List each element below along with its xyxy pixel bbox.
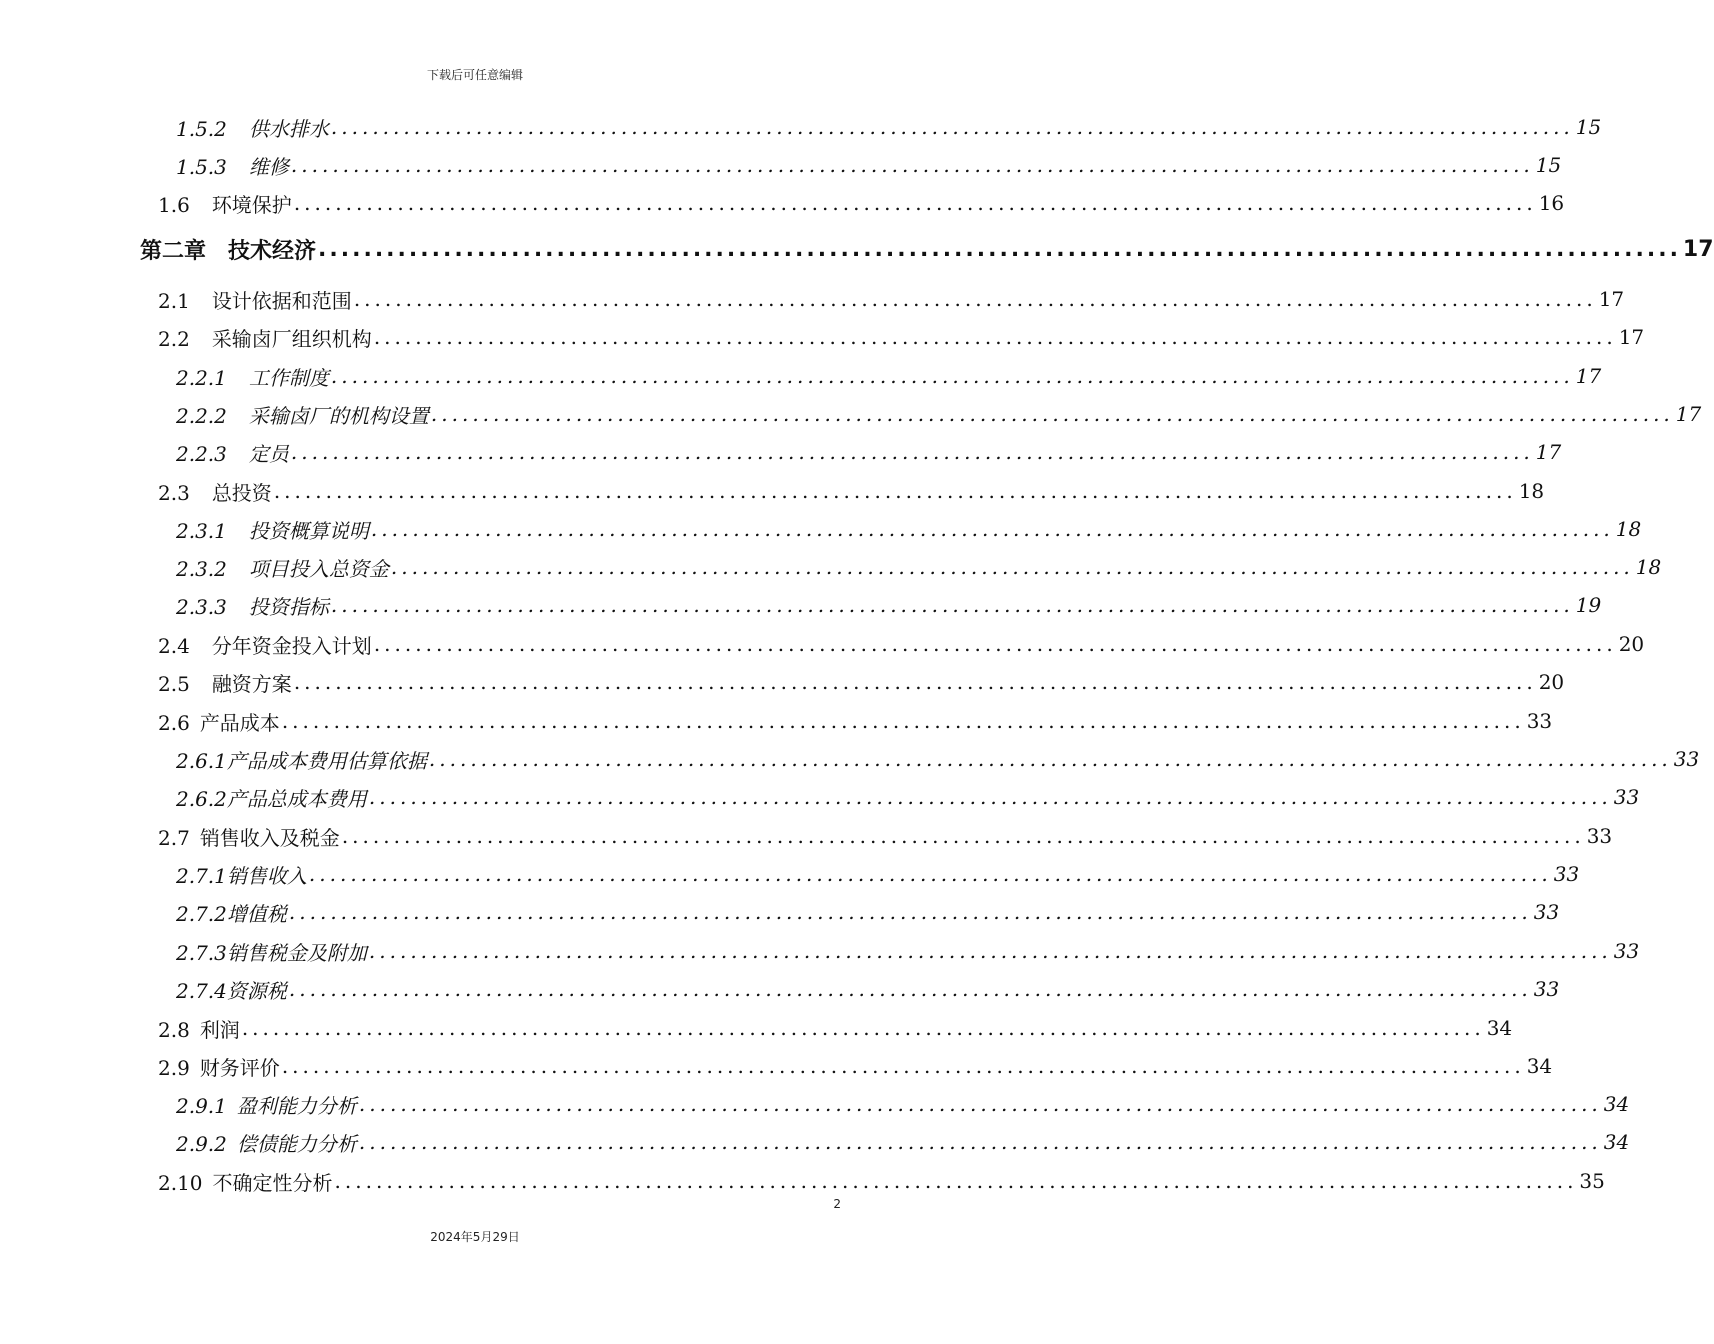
toc-entry[interactable] bbox=[176, 856, 1580, 892]
page-number: 2 bbox=[833, 1197, 841, 1211]
toc-entry-heading bbox=[176, 860, 307, 889]
toc-entry-title: 偿债能力分析 bbox=[236, 1131, 357, 1156]
toc-entry-page: 17 bbox=[1575, 364, 1602, 388]
toc-entry[interactable] bbox=[176, 147, 1562, 183]
toc-entry-title: 总投资 bbox=[211, 480, 272, 505]
toc-entry-leader-dots: ........................................................................................................................ bbox=[281, 709, 1525, 733]
toc-entry-heading bbox=[158, 630, 372, 659]
toc-entry-title: 资源税 bbox=[226, 978, 287, 1003]
toc-entry-number: 2.9 bbox=[158, 1055, 190, 1080]
toc-entry-heading bbox=[176, 975, 287, 1004]
toc-entry-title: 增值税 bbox=[226, 901, 287, 926]
toc-entry-leader-dots: ........................................................................................................................ bbox=[430, 402, 1674, 426]
toc-entry-number: 第二章 bbox=[140, 238, 207, 264]
toc-entry-number: 2.2.1 bbox=[176, 365, 227, 390]
toc-entry-page: 33 bbox=[1586, 824, 1613, 848]
toc-entry-title: 投资概算说明 bbox=[248, 518, 369, 543]
toc-entry-number: 2.2 bbox=[158, 326, 190, 351]
toc-entry-title: 融资方案 bbox=[211, 671, 292, 696]
toc-entry-leader-dots: ........................................................................................................................ bbox=[293, 191, 1537, 215]
toc-entry-leader-dots: ........................................................................................................................ bbox=[368, 939, 1612, 963]
toc-entry-number: 2.3.3 bbox=[176, 594, 227, 619]
toc-entry-title: 产品成本费用估算依据 bbox=[226, 748, 427, 773]
toc-entry-page: 20 bbox=[1538, 670, 1565, 694]
toc-entry-page: 33 bbox=[1553, 862, 1580, 886]
toc-entry-heading bbox=[158, 822, 340, 851]
toc-entry-heading bbox=[158, 707, 280, 736]
toc-entry-heading bbox=[158, 1167, 333, 1196]
toc-entry-page: 18 bbox=[1518, 479, 1545, 503]
toc-entry-number: 2.7 bbox=[158, 825, 190, 850]
toc-entry-number: 2.1 bbox=[158, 288, 190, 313]
toc-entry-title: 工作制度 bbox=[248, 365, 329, 390]
toc-entry-page: 17 bbox=[1675, 402, 1702, 426]
toc-entry-number: 2.8 bbox=[158, 1017, 190, 1042]
toc-entry-title: 投资指标 bbox=[248, 594, 329, 619]
toc-entry-title: 不确定性分析 bbox=[212, 1170, 333, 1195]
toc-entry-number: 2.3.1 bbox=[176, 518, 227, 543]
toc-entry[interactable] bbox=[176, 549, 1662, 585]
toc-entry-page: 19 bbox=[1575, 593, 1602, 617]
toc-entry-page: 34 bbox=[1603, 1092, 1630, 1116]
toc-entry[interactable] bbox=[176, 741, 1700, 777]
toc-entry[interactable] bbox=[176, 587, 1602, 623]
toc-entry-heading bbox=[176, 745, 427, 774]
toc-entry[interactable] bbox=[176, 109, 1602, 145]
toc-entry-number: 2.7.3 bbox=[176, 940, 227, 965]
toc-entry[interactable] bbox=[176, 434, 1562, 470]
toc-entry-heading bbox=[158, 1052, 280, 1081]
toc-entry-heading bbox=[176, 113, 329, 142]
toc-entry-leader-dots: ........................................................................................................................ bbox=[370, 517, 1614, 541]
toc-entry-page: 35 bbox=[1579, 1169, 1605, 1193]
toc-entry-title: 销售税金及附加 bbox=[226, 940, 367, 965]
toc-entry[interactable] bbox=[158, 664, 1565, 700]
toc-entry-heading bbox=[176, 937, 367, 966]
toc-entry-page: 15 bbox=[1575, 115, 1602, 139]
toc-entry-number: 2.6 bbox=[158, 710, 190, 735]
toc-entry-number: 2.6.2 bbox=[176, 786, 227, 811]
toc-entry-heading bbox=[176, 1090, 357, 1119]
toc-entry[interactable] bbox=[158, 1163, 1605, 1199]
toc-entry-heading bbox=[140, 234, 316, 265]
toc-entry-leader-dots: ........................................................................................................................ bbox=[288, 900, 1532, 924]
toc-entry-page: 17 bbox=[1535, 440, 1562, 464]
toc-entry-leader-dots: ........................................................................................................................ bbox=[281, 1054, 1525, 1078]
toc-entry-title: 定员 bbox=[248, 441, 289, 466]
toc-entry-leader-dots: ........................................................................................................................ bbox=[373, 632, 1617, 656]
toc-entry[interactable] bbox=[176, 779, 1640, 815]
toc-entry-leader-dots: ........................................................................................................................ bbox=[358, 1130, 1602, 1154]
toc-entry-leader-dots: ........................................................................................................................ bbox=[341, 824, 1585, 848]
toc-entry-leader-dots: ........................................................................................................................ bbox=[368, 785, 1612, 809]
toc-entry-number: 2.2.2 bbox=[176, 403, 227, 428]
toc-entry-leader-dots: ........................................................................................................................ bbox=[241, 1016, 1485, 1040]
toc-entry-title: 产品总成本费用 bbox=[226, 786, 367, 811]
toc-entry-page: 33 bbox=[1533, 977, 1560, 1001]
toc-entry-number: 2.7.2 bbox=[176, 901, 227, 926]
toc-entry[interactable] bbox=[176, 894, 1560, 930]
toc-entry-leader-dots: ........................................................................................................................ bbox=[330, 364, 1574, 388]
toc-entry[interactable] bbox=[176, 358, 1602, 394]
toc-entry-title: 产品成本 bbox=[199, 710, 280, 735]
toc-entry-number: 2.9.1 bbox=[176, 1093, 227, 1118]
page-footer-date: 2024年5月29日 bbox=[430, 1230, 520, 1244]
toc-entry[interactable] bbox=[158, 818, 1613, 854]
toc-entry-heading bbox=[158, 189, 292, 218]
toc-entry[interactable] bbox=[140, 231, 1714, 267]
toc-entry-heading bbox=[176, 151, 289, 180]
toc-entry-heading bbox=[158, 1014, 240, 1043]
toc-entry-page: 20 bbox=[1618, 632, 1645, 656]
toc-entry-leader-dots: ........................................................................................................................ bbox=[293, 670, 1537, 694]
toc-entry[interactable] bbox=[158, 319, 1645, 355]
toc-entry-title: 设计依据和范围 bbox=[211, 288, 352, 313]
toc-entry-page: 17 bbox=[1682, 236, 1714, 262]
toc-entry[interactable] bbox=[158, 185, 1565, 221]
toc-entry-number: 1.5.3 bbox=[176, 154, 227, 179]
toc-entry-title: 财务评价 bbox=[199, 1055, 280, 1080]
toc-entry-heading bbox=[158, 477, 272, 506]
toc-entry-heading bbox=[158, 668, 292, 697]
toc-entry-title: 销售收入及税金 bbox=[199, 825, 340, 850]
toc-entry[interactable] bbox=[158, 1048, 1553, 1084]
toc-entry-page: 33 bbox=[1613, 785, 1640, 809]
toc-entry-title: 采输卤厂组织机构 bbox=[211, 326, 372, 351]
toc-entry-title: 维修 bbox=[248, 154, 289, 179]
toc-entry-heading bbox=[176, 1128, 357, 1157]
toc-entry-number: 2.9.2 bbox=[176, 1131, 227, 1156]
toc-entry-title: 项目投入总资金 bbox=[248, 556, 389, 581]
toc-entry[interactable] bbox=[176, 1086, 1630, 1122]
toc-entry-leader-dots: ........................................................................................................................ bbox=[358, 1092, 1602, 1116]
toc-entry-leader-dots: ........................................................................................................................ bbox=[428, 747, 1672, 771]
toc-entry-heading bbox=[176, 898, 287, 927]
toc-entry-leader-dots: ........................................................................................................................ bbox=[334, 1169, 1578, 1193]
toc-entry[interactable] bbox=[176, 511, 1642, 547]
toc-entry-number: 1.5.2 bbox=[176, 116, 227, 141]
toc-entry-title: 分年资金投入计划 bbox=[211, 633, 372, 658]
toc-entry-number: 2.7.4 bbox=[176, 978, 227, 1003]
toc-entry[interactable] bbox=[158, 473, 1545, 509]
toc-entry-heading bbox=[176, 553, 389, 582]
toc-entry-number: 2.3 bbox=[158, 480, 190, 505]
toc-entry-title: 盈利能力分析 bbox=[236, 1093, 357, 1118]
toc-entry[interactable] bbox=[176, 396, 1702, 432]
toc-entry-number: 2.3.2 bbox=[176, 556, 227, 581]
toc-entry-heading bbox=[176, 362, 329, 391]
toc-entry-leader-dots: ........................................................................................................................ bbox=[290, 153, 1534, 177]
toc-entry-leader-dots: ........................................................................................................................ bbox=[330, 593, 1574, 617]
toc-entry-number: 2.4 bbox=[158, 633, 190, 658]
toc-entry-heading bbox=[176, 515, 369, 544]
toc-entry[interactable] bbox=[176, 933, 1640, 969]
toc-entry-leader-dots: ........................................................................................................................ bbox=[330, 115, 1574, 139]
toc-entry-title: 环境保护 bbox=[211, 192, 292, 217]
toc-entry-leader-dots: ........................................................................................................................ bbox=[318, 236, 1681, 262]
toc-entry-page: 17 bbox=[1598, 287, 1625, 311]
toc-entry-leader-dots: ........................................................................................................................ bbox=[273, 479, 1517, 503]
toc-entry[interactable] bbox=[158, 281, 1625, 317]
toc-entry-page: 18 bbox=[1635, 555, 1662, 579]
toc-entry-heading bbox=[176, 438, 289, 467]
toc-entry-number: 2.7.1 bbox=[176, 863, 227, 888]
toc-entry-page: 33 bbox=[1526, 709, 1553, 733]
toc-entry-page: 17 bbox=[1618, 325, 1645, 349]
toc-entry-number: 2.6.1 bbox=[176, 748, 227, 773]
toc-entry-page: 33 bbox=[1673, 747, 1700, 771]
toc-entry-heading bbox=[176, 400, 429, 429]
toc-entry-number: 2.10 bbox=[158, 1170, 203, 1195]
toc-entry-leader-dots: ........................................................................................................................ bbox=[290, 440, 1534, 464]
toc-entry-page: 34 bbox=[1526, 1054, 1553, 1078]
toc-entry-heading bbox=[176, 591, 329, 620]
toc-entry-page: 15 bbox=[1535, 153, 1562, 177]
toc-entry[interactable] bbox=[158, 626, 1645, 662]
toc-entry-page: 34 bbox=[1486, 1016, 1513, 1040]
toc-entry-leader-dots: ........................................................................................................................ bbox=[390, 555, 1634, 579]
toc-entry[interactable] bbox=[176, 1124, 1630, 1160]
toc-entry-page: 16 bbox=[1538, 191, 1565, 215]
toc-entry-page: 33 bbox=[1533, 900, 1560, 924]
toc-entry-number: 2.2.3 bbox=[176, 441, 227, 466]
toc-entry-heading bbox=[158, 323, 372, 352]
toc-entry-title: 技术经济 bbox=[228, 238, 317, 264]
toc-entry[interactable] bbox=[176, 971, 1560, 1007]
toc-entry-title: 供水排水 bbox=[248, 116, 329, 141]
toc-entry-page: 34 bbox=[1603, 1130, 1630, 1154]
toc-entry-leader-dots: ........................................................................................................................ bbox=[308, 862, 1552, 886]
toc-entry-number: 2.5 bbox=[158, 671, 190, 696]
toc-entry-leader-dots: ........................................................................................................................ bbox=[353, 287, 1597, 311]
toc-entry-page: 33 bbox=[1613, 939, 1640, 963]
toc-entry[interactable] bbox=[158, 1010, 1513, 1046]
toc-entry-title: 销售收入 bbox=[226, 863, 307, 888]
toc-entry-leader-dots: ........................................................................................................................ bbox=[373, 325, 1617, 349]
toc-entry-title: 采输卤厂的机构设置 bbox=[248, 403, 429, 428]
toc-entry-leader-dots: ........................................................................................................................ bbox=[288, 977, 1532, 1001]
toc-entry-title: 利润 bbox=[199, 1017, 240, 1042]
toc-entry[interactable] bbox=[158, 703, 1553, 739]
page-header: 下载后可任意编辑 bbox=[426, 68, 523, 82]
toc-entry-heading bbox=[158, 285, 352, 314]
toc-entry-page: 18 bbox=[1615, 517, 1642, 541]
toc-entry-heading bbox=[176, 783, 367, 812]
toc-entry-number: 1.6 bbox=[158, 192, 190, 217]
